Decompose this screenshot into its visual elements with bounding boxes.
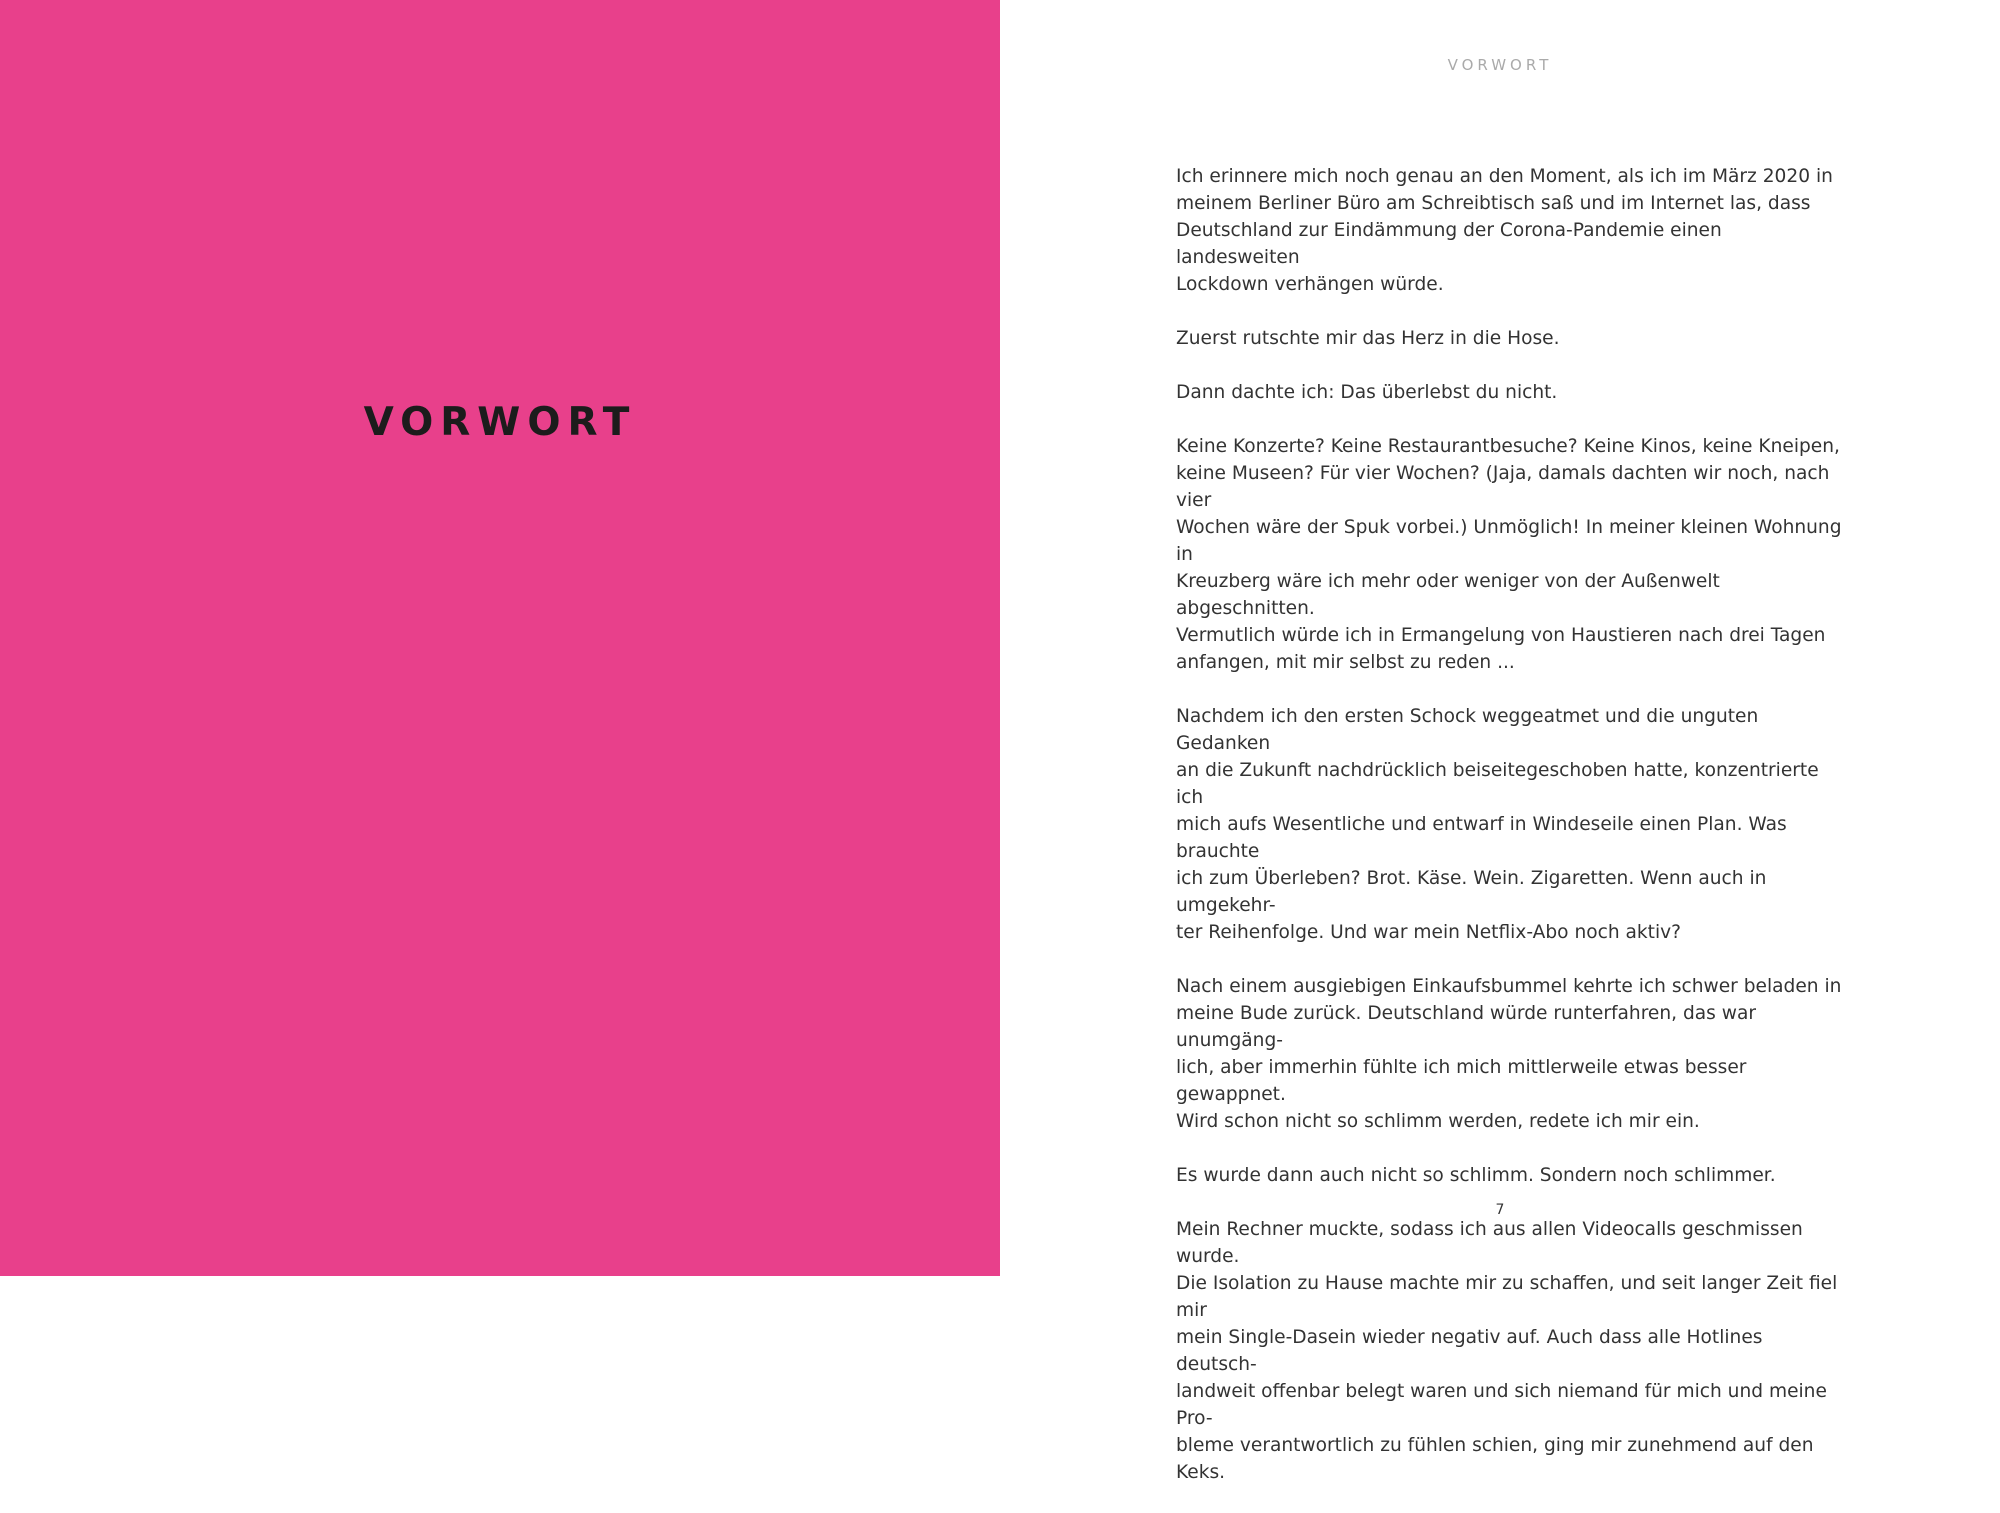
paragraph: Dann dachte ich: Das überlebst du nicht. [1176,382,1558,403]
body-text [1176,163,1846,1513]
right-page [1000,0,2000,1483]
paragraph: Zuerst rutschte mir das Herz in die Hose. [1176,328,1560,349]
paragraph: Es wurde dann auch nicht so schlimm. Sondern noch schlimmer. [1176,1165,1776,1186]
left-page [0,0,1000,1276]
paragraph: Mein Rechner muckte, sodass ich aus allen Videocalls geschmissen wurde. Die Isolation zu Hause machte mir zu schaffen, und seit langer Zeit fiel mir mein Single-Dasein wieder negativ auf. Auch dass alle Hotlines deutsch- landweit offenbar belegt waren und sich niemand für mich und meine Pro- bleme verantwortlich zu fühlen schien, ging mir zunehmend auf den Keks. [1176,1219,1838,1483]
chapter-title: VORWORT [363,400,637,445]
paragraph: Keine Konzerte? Keine Restaurantbesuche? Keine Kinos, keine Kneipen, keine Museen? Für vier Wochen? (Jaja, damals dachten wir noch, nach vier Wochen wäre der Spuk vorbei.) Unmöglich! In meiner kleinen Wohnung in Kreuzberg wäre ich mehr oder weniger von der Außenwelt abgeschnitten. Vermutlich würde ich in Ermangelung von Haustieren nach drei Tagen anfangen, mit mir selbst zu reden ... [1176,436,1842,673]
page-number: 7 [1495,1202,1505,1218]
paragraph: Nach einem ausgiebigen Einkaufsbummel kehrte ich schwer beladen in meine Bude zurück. Deutschland würde runterfahren, das war unumgäng- lich, aber immerhin fühlte ich mich mittlerweile etwas besser gewappnet. Wird schon nicht so schlimm werden, redete ich mir ein. [1176,976,1842,1132]
running-head: VORWORT [1447,56,1553,74]
paragraph: Nachdem ich den ersten Schock weggeatmet und die unguten Gedanken an die Zukunft nachdrücklich beiseitegeschoben hatte, konzentrierte ich mich aufs Wesentliche und entwarf in Windeseile einen Plan. Was brauchte ich zum Überleben? Brot. Käse. Wein. Zigaretten. Wenn auch in umgekehr- ter Reihenfolge. Und war mein Netflix-Abo noch aktiv? [1176,706,1819,943]
paragraph: Ich erinnere mich noch genau an den Moment, als ich im März 2020 in meinem Berliner Büro am Schreibtisch saß und im Internet las, dass Deutschland zur Eindämmung der Corona-Pandemie einen landesweiten Lockdown verhängen würde. [1176,166,1833,295]
